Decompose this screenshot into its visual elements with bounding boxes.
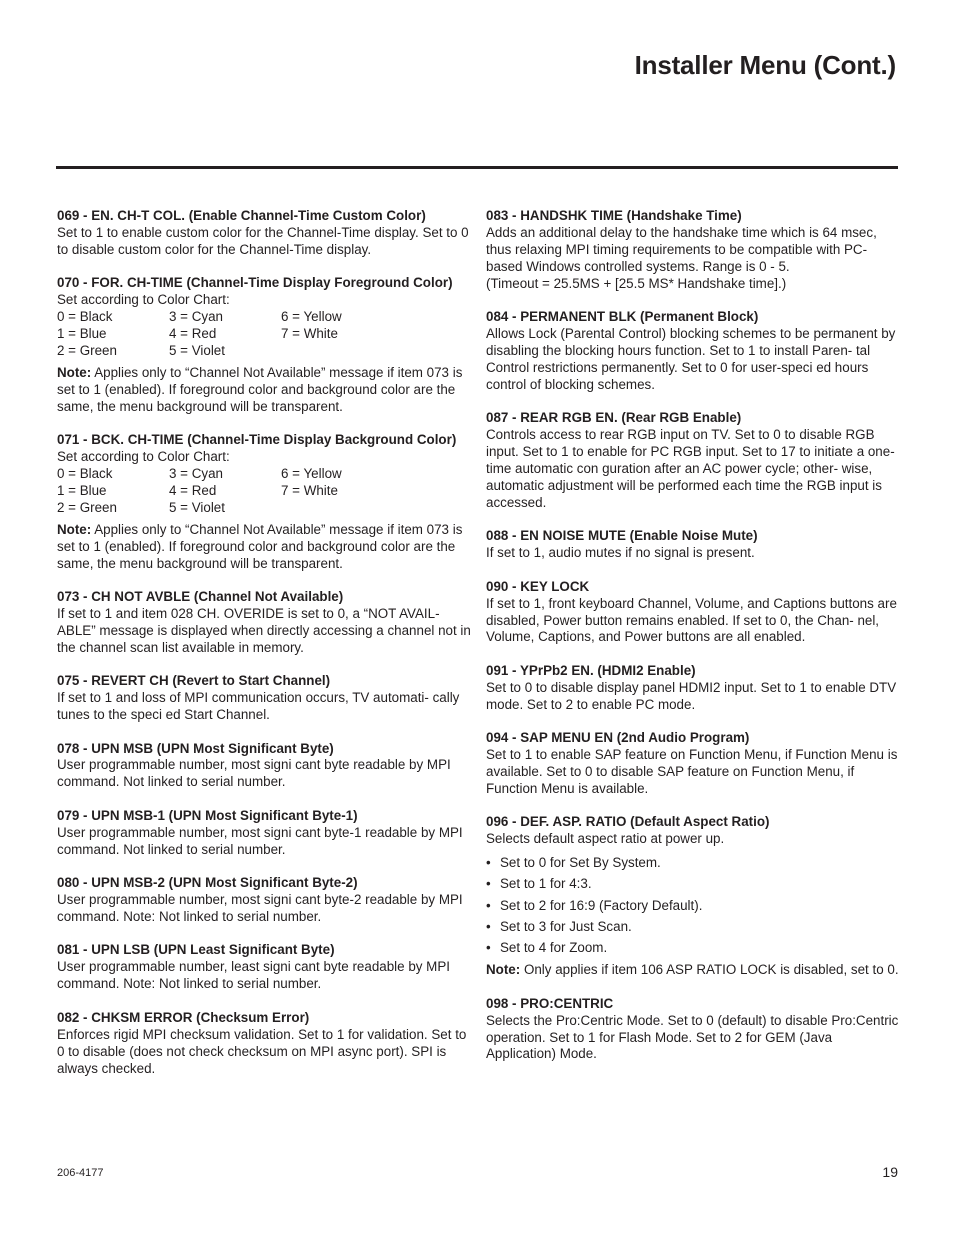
section-title: 084 - PERMANENT BLK (Permanent Block): [486, 309, 759, 325]
section-096: [486, 814, 900, 979]
list-item: [486, 916, 900, 937]
list-item-text: Set to 3 for Just Scan.: [500, 918, 632, 934]
section-081: [57, 942, 471, 993]
color-chart-entry: 6 = Yellow: [281, 465, 342, 481]
color-chart-entry: 1 = Blue: [57, 326, 107, 342]
list-item-text: Set to 1 for 4:3.: [500, 876, 592, 892]
section-text: Set to 1 to enable SAP feature on Function Menu, if Function Menu is available. Set to 0 to disable SAP feature on Function Menu, if Function Menu is available.: [486, 747, 898, 796]
section-title: 080 - UPN MSB-2 (UPN Most Significant Byte-2): [57, 875, 358, 891]
section-text: Allows Lock (Parental Control) blocking schemes to be permanent by disabling the blocking hours function. Set to 1 to install Paren- tal Control restrictions permanently. Set to 0 for user-speci ed hours control of blocking schemes.: [486, 326, 896, 392]
color-chart: [57, 309, 471, 360]
section-082: [57, 1010, 471, 1078]
color-chart-entry: 7 = White: [281, 326, 338, 342]
color-chart-entry: 0 = Black: [57, 465, 113, 481]
section-091: [486, 663, 900, 714]
section-text: Controls access to rear RGB input on TV. Set to 0 to disable RGB input. Set to 1 to enable for PC RGB input. Set to 17 to initiate a one-time automatic con guration after an AC power cycle; other- wise, automatic adjustment will be performed each time the RGB input is accessed.: [486, 427, 895, 510]
section-title: 096 - DEF. ASP. RATIO (Default Aspect Ratio): [486, 814, 770, 830]
section-098: [486, 996, 900, 1064]
section-title: 090 - KEY LOCK: [486, 578, 590, 594]
section-title: 087 - REAR RGB EN. (Rear RGB Enable): [486, 410, 742, 426]
list-item: [486, 873, 900, 894]
section-073: [57, 589, 471, 657]
color-chart-entry: 5 = Violet: [169, 499, 225, 515]
section-080: [57, 875, 471, 926]
section-note: [486, 962, 900, 979]
color-chart-entry: 2 = Green: [57, 342, 117, 358]
list-item: [486, 895, 900, 916]
section-title: 070 - FOR. CH-TIME (Channel-Time Display Foreground Color): [57, 275, 453, 291]
section-text-formula: (Timeout = 25.5MS + [25.5 MS* Handshake time].): [486, 275, 787, 291]
section-text: If set to 1, front keyboard Channel, Volume, and Captions buttons are disabled, Power button remains enabled. If set to 0, the Chan- nel, Volume, Captions, and Power buttons are all enabled.: [486, 595, 897, 645]
section-078: [57, 741, 471, 792]
section-075: [57, 673, 471, 724]
section-title: 081 - UPN LSB (UPN Least Significant Byte): [57, 942, 335, 958]
bullet-list: [486, 852, 900, 958]
section-text: If set to 1 and item 028 CH. OVERIDE is set to 0, a “NOT AVAIL- ABLE” message is displayed when directly accessing a channel not in the channel scan list available in memory.: [57, 605, 471, 655]
bullet-icon: •: [486, 918, 491, 934]
section-text: Selects default aspect ratio at power up.: [486, 831, 725, 847]
list-item-text: Set to 2 for 16:9 (Factory Default).: [500, 897, 703, 913]
section-title: 069 - EN. CH-T COL. (Enable Channel-Time Custom Color): [57, 208, 426, 223]
bullet-icon: •: [486, 855, 491, 871]
color-chart-entry: 4 = Red: [169, 482, 217, 498]
section-title: 078 - UPN MSB (UPN Most Significant Byte): [57, 740, 334, 756]
section-083: [486, 208, 900, 293]
section-088: [486, 528, 900, 562]
section-069: [57, 208, 471, 259]
section-094: [486, 730, 900, 798]
section-title: 071 - BCK. CH-TIME (Channel-Time Display Background Color): [57, 432, 457, 448]
section-title: 088 - EN NOISE MUTE (Enable Noise Mute): [486, 528, 758, 544]
list-item: [486, 852, 900, 873]
list-item-text: Set to 4 for Zoom.: [500, 940, 608, 956]
color-chart-entry: 5 = Violet: [169, 342, 225, 358]
document-number: 206-4177: [57, 1167, 104, 1179]
color-chart-entry: 3 = Cyan: [169, 465, 223, 481]
color-chart-entry: 1 = Blue: [57, 482, 107, 498]
section-text: User programmable number, most signi cant byte-2 readable by MPI command. Note: Not linked to serial number.: [57, 892, 463, 924]
note-text: Only applies if item 106 ASP RATIO LOCK is disabled, set to 0.: [520, 962, 899, 978]
note-label: Note:: [57, 521, 92, 537]
section-title: 091 - YPrPb2 EN. (HDMI2 Enable): [486, 662, 696, 678]
color-chart-entry: 3 = Cyan: [169, 309, 223, 325]
section-title: 098 - PRO:CENTRIC: [486, 995, 614, 1011]
section-title: 075 - REVERT CH (Revert to Start Channel): [57, 673, 331, 689]
bullet-icon: •: [486, 940, 491, 956]
section-title: 079 - UPN MSB-1 (UPN Most Significant Byte-1): [57, 807, 358, 823]
section-text: Adds an additional delay to the handshake time which is 64 msec, thus relaxing MPI timing requirements to be compatible with PC- based Windows controlled systems. Range is 0 - 5.: [486, 224, 877, 274]
color-chart-entry: 2 = Green: [57, 499, 117, 515]
note-label: Note:: [486, 962, 521, 978]
section-text: Set to 0 to disable display panel HDMI2 input. Set to 1 to enable DTV mode. Set to 2 to enable PC mode.: [486, 679, 897, 712]
page-title: Installer Menu (Cont.): [634, 50, 896, 80]
note-label: Note:: [57, 364, 92, 380]
list-item: [486, 937, 900, 958]
color-chart-entry: 4 = Red: [169, 326, 217, 342]
section-intro: Set according to Color Chart:: [57, 449, 230, 465]
section-text: If set to 1 and loss of MPI communication occurs, TV automati- cally tunes to the speci ed Start Channel.: [57, 690, 460, 723]
section-title: 083 - HANDSHK TIME (Handshake Time): [486, 208, 742, 223]
left-column: [57, 208, 471, 1094]
page-number: 19: [882, 1164, 898, 1180]
section-text: Selects the Pro:Centric Mode. Set to 0 (default) to disable Pro:Centric operation. Set to 1 for Flash Mode. Set to 2 for GEM (Java Application) Mode.: [486, 1012, 899, 1062]
section-title: 082 - CHKSM ERROR (Checksum Error): [57, 1009, 310, 1025]
section-090: [486, 579, 900, 647]
section-note: [57, 365, 471, 416]
section-070: [57, 275, 471, 415]
section-text: User programmable number, most signi cant byte readable by MPI command. Not linked to serial number.: [57, 757, 451, 790]
section-text: User programmable number, most signi cant byte-1 readable by MPI command. Not linked to serial number.: [57, 824, 463, 857]
section-text: Set to 1 to enable custom color for the Channel-Time display. Set to 0 to disable custom color for the Channel-Time display.: [57, 224, 469, 257]
section-079: [57, 808, 471, 859]
note-text: Applies only to “Channel Not Available” message if item 073 is set to 1 (enabled). If foreground color and background color are the same, the menu background will be transparent.: [57, 364, 463, 414]
color-chart-entry: 7 = White: [281, 482, 338, 498]
section-intro: Set according to Color Chart:: [57, 292, 230, 308]
section-084: [486, 309, 900, 394]
section-title: 073 - CH NOT AVBLE (Channel Not Available): [57, 589, 344, 604]
section-note: [57, 522, 471, 573]
right-column: [486, 208, 900, 1080]
color-chart: [57, 466, 471, 517]
section-text: Enforces rigid MPI checksum validation. Set to 1 for validation. Set to 0 to disable (does not check checksum on MPI async port). SPI is always checked.: [57, 1026, 467, 1076]
section-title: 094 - SAP MENU EN (2nd Audio Program): [486, 730, 750, 746]
color-chart-entry: 0 = Black: [57, 309, 113, 325]
note-text: Applies only to “Channel Not Available” message if item 073 is set to 1 (enabled). If foreground color and background color are the same, the menu background will be transparent.: [57, 521, 463, 571]
color-chart-entry: 6 = Yellow: [281, 309, 342, 325]
title-rule: [56, 166, 898, 169]
bullet-icon: •: [486, 897, 491, 913]
section-071: [57, 432, 471, 572]
bullet-icon: •: [486, 876, 491, 892]
section-text: If set to 1, audio mutes if no signal is present.: [486, 545, 755, 561]
section-087: [486, 410, 900, 511]
section-text: User programmable number, least signi cant byte readable by MPI command. Note: Not linked to serial number.: [57, 959, 450, 992]
list-item-text: Set to 0 for Set By System.: [500, 855, 661, 871]
